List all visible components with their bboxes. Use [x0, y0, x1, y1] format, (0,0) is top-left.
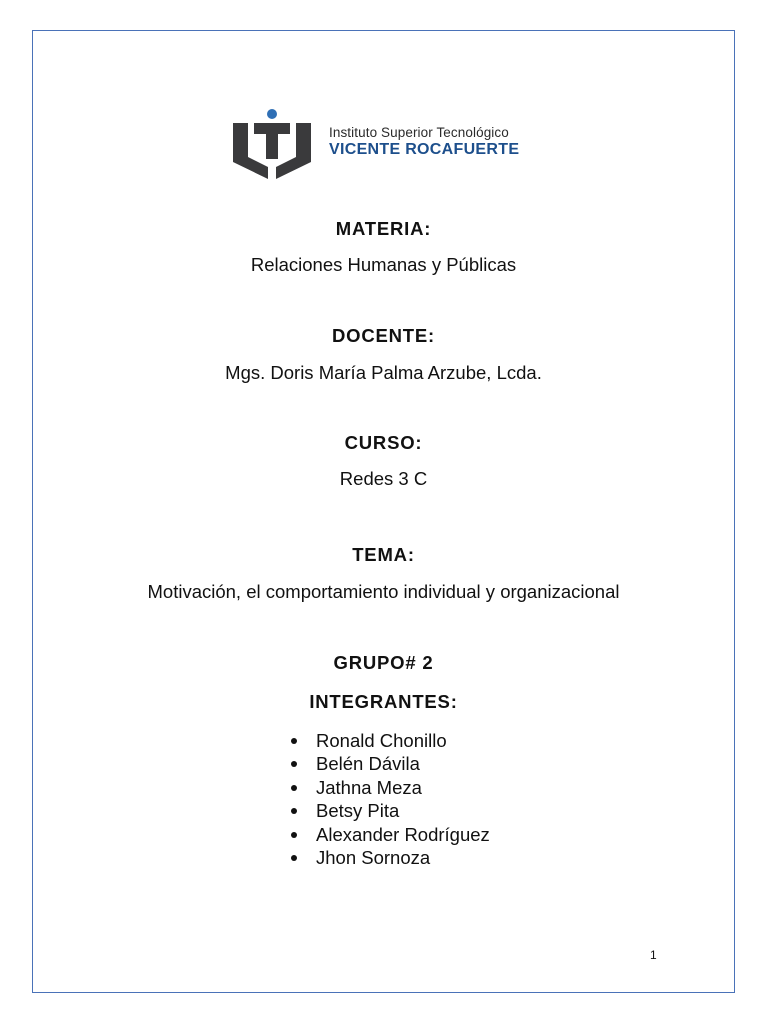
- page-number: 1: [650, 948, 657, 962]
- member-name: Betsy Pita: [316, 800, 400, 822]
- tema-value: Motivación, el comportamiento individual y organizacional: [147, 581, 620, 602]
- list-item: [290, 776, 490, 799]
- institute-logo-icon: [231, 107, 315, 181]
- list-item: [290, 799, 490, 822]
- institute-name-line2: VICENTE ROCAFUERTE: [329, 141, 520, 158]
- member-name: Jathna Meza: [316, 776, 422, 798]
- member-name: Belén Dávila: [316, 753, 420, 775]
- member-name: Jhon Sornoza: [316, 846, 431, 868]
- institute-name-line1: Instituto Superior Tecnológico: [329, 125, 509, 140]
- docente-value: Mgs. Doris María Palma Arzube, Lcda.: [225, 362, 542, 383]
- curso-heading: CURSO:: [344, 432, 423, 453]
- bullet-icon: [291, 808, 297, 814]
- materia-heading: MATERIA:: [335, 218, 432, 239]
- materia-value: Relaciones Humanas y Públicas: [250, 254, 517, 275]
- members-list: [290, 729, 490, 869]
- curso-value: Redes 3 C: [339, 468, 428, 489]
- list-item: [290, 823, 490, 846]
- grupo-heading: GRUPO# 2: [333, 652, 434, 673]
- integrantes-heading: INTEGRANTES:: [309, 691, 458, 712]
- member-name: Ronald Chonillo: [316, 730, 447, 751]
- bullet-icon: [291, 761, 297, 767]
- bullet-icon: [291, 738, 297, 744]
- bullet-icon: [291, 785, 297, 791]
- member-name: Alexander Rodríguez: [316, 823, 490, 845]
- bullet-icon: [291, 832, 297, 838]
- list-item: [290, 846, 490, 869]
- bullet-icon: [291, 855, 297, 861]
- institute-logo: [231, 107, 551, 181]
- tema-heading: TEMA:: [352, 544, 415, 565]
- list-item: [290, 752, 490, 775]
- list-item: [290, 729, 490, 752]
- docente-heading: DOCENTE:: [331, 325, 435, 346]
